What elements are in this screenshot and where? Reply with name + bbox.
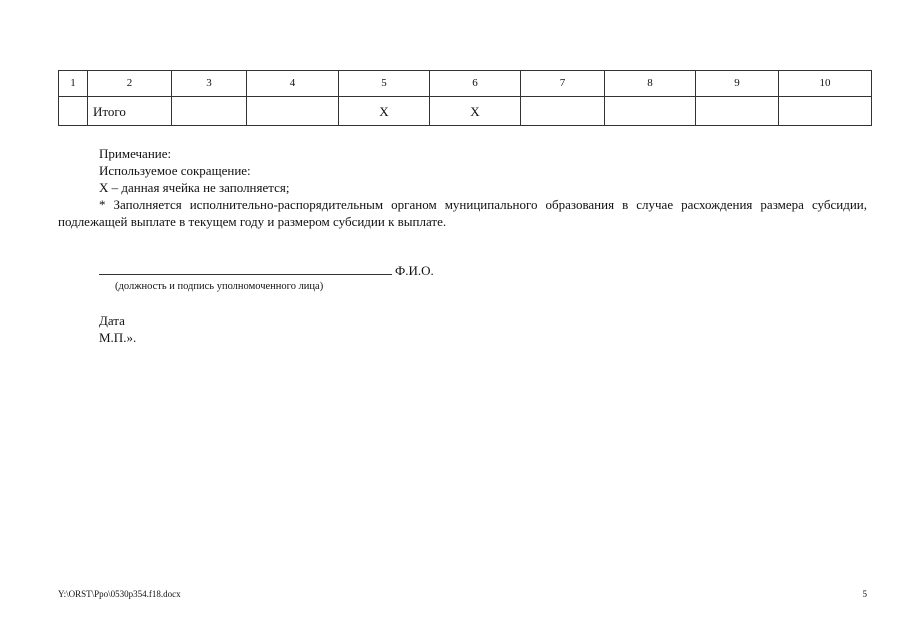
signature-caption: (должность и подпись уполномоченного лица) bbox=[115, 281, 324, 292]
note-heading: Примечание: bbox=[99, 146, 172, 161]
table-cell bbox=[605, 97, 696, 126]
signature-line bbox=[99, 262, 392, 275]
table-cell bbox=[696, 97, 779, 126]
total-label-cell: Итого bbox=[88, 97, 172, 126]
table-cell bbox=[779, 97, 872, 126]
abbreviation-x: Х – данная ячейка не заполняется; bbox=[99, 180, 290, 195]
table-header-cell: 4 bbox=[247, 71, 339, 97]
date-stamp-block bbox=[99, 312, 136, 346]
table-header-cell: 8 bbox=[605, 71, 696, 97]
data-table bbox=[58, 70, 872, 126]
table-header-cell: 2 bbox=[88, 71, 172, 97]
footer-page-number: 5 bbox=[862, 589, 867, 599]
table-cell bbox=[172, 97, 247, 126]
table-header-cell: 3 bbox=[172, 71, 247, 97]
table-header-cell: 10 bbox=[779, 71, 872, 97]
footer-file-path: Y:\ORST\Ppo\0530p354.f18.docx bbox=[58, 589, 181, 599]
abbreviation-title: Используемое сокращение: bbox=[99, 163, 251, 178]
table-cell bbox=[521, 97, 605, 126]
table-cell bbox=[247, 97, 339, 126]
table-cell: Х bbox=[339, 97, 430, 126]
stamp-label: М.П.». bbox=[99, 330, 137, 345]
table-header-cell: 1 bbox=[59, 71, 88, 97]
note-block bbox=[58, 145, 867, 230]
fio-label: Ф.И.О. bbox=[395, 263, 434, 278]
table-header-row bbox=[59, 71, 872, 97]
table-header-cell: 6 bbox=[430, 71, 521, 97]
table-cell bbox=[59, 97, 88, 126]
table-header-cell: 7 bbox=[521, 71, 605, 97]
signature-block bbox=[99, 262, 479, 293]
table-header-cell: 9 bbox=[696, 71, 779, 97]
table-total-row bbox=[59, 97, 872, 126]
table-header-cell: 5 bbox=[339, 71, 430, 97]
footnote-text: * Заполняется исполнительно-распорядительным органом муниципального образования в случае расхождения размера субсидии, подлежащей выплате в текущем году и размером субсидии к выплате. bbox=[58, 197, 867, 229]
date-label: Дата bbox=[99, 313, 125, 328]
table-cell: Х bbox=[430, 97, 521, 126]
